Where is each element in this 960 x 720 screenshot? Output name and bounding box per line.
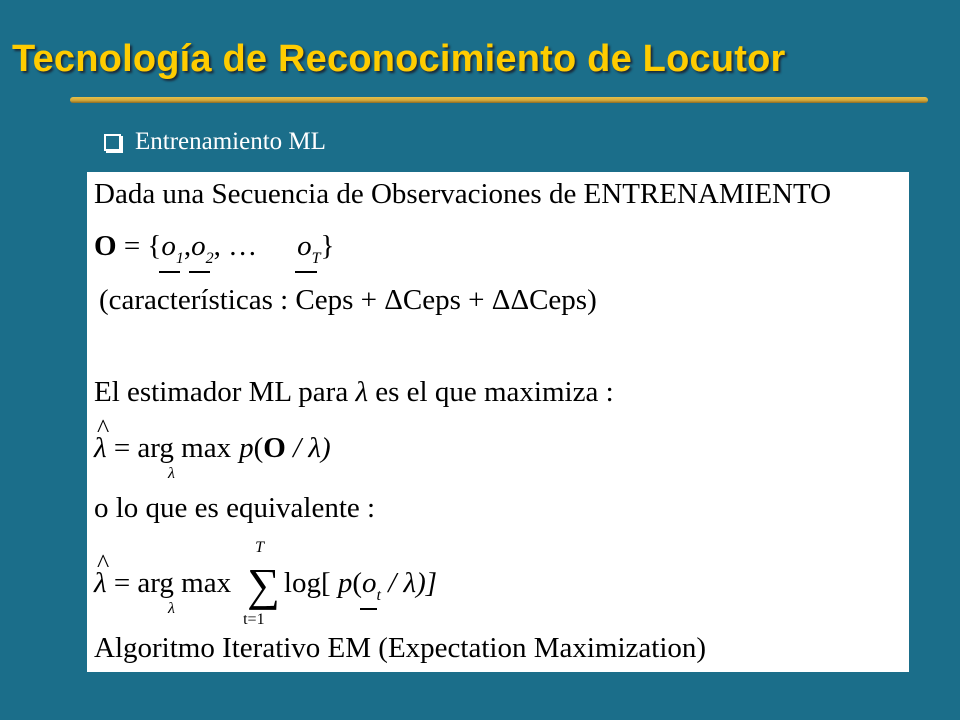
obs-t: $o_t$ xyxy=(362,567,381,604)
argmax-expression: ^ λ = arg max λ xyxy=(94,434,231,463)
panel-line-6: o lo que es equivalente : xyxy=(94,492,376,524)
obs-T: $o_T$ xyxy=(297,230,321,267)
panel-line-3: (características : Ceps + ΔCeps + ΔΔCeps) xyxy=(99,284,597,316)
bullet-label: Entrenamiento ML xyxy=(135,128,326,155)
argmax-subscript: λ xyxy=(168,465,175,482)
obs-comma: , xyxy=(183,230,192,262)
set-close: } xyxy=(320,230,335,262)
obs-2: $o_2$ xyxy=(191,230,214,267)
bullet-item xyxy=(104,128,326,156)
sum-lower-limit: t=1 xyxy=(243,611,265,628)
obs-1: $o_1$ xyxy=(161,230,184,267)
checkbox-bullet-icon xyxy=(104,134,121,151)
set-open: = { xyxy=(116,230,162,262)
lambda-symbol: λ xyxy=(355,376,369,408)
panel-line-2 xyxy=(94,232,334,267)
panel-line-8: Algoritmo Iterativo EM (Expectation Maximization) xyxy=(94,632,707,664)
argmax-subscript-2: λ xyxy=(168,600,175,617)
argmax-expression-2: ^ λ = arg max λ xyxy=(94,569,231,598)
formula-panel xyxy=(87,172,909,672)
slide-title: Tecnología de Reconocimiento de Locutor xyxy=(12,38,786,80)
summation-icon: ∑ T t=1 xyxy=(243,539,280,628)
panel-line-4: El estimador ML para λ es el que maximiza : xyxy=(94,376,614,408)
sum-upper-limit: T xyxy=(255,539,265,556)
title-underline xyxy=(70,97,928,103)
panel-line-1: Dada una Secuencia de Observaciones de ENTRENAMIENTO xyxy=(94,178,832,210)
panel-line-5: ^ λ = arg max λ p(O / λ) xyxy=(94,434,331,463)
panel-line-7: ^ λ = arg max λ ∑ T t=1 log[ $p(o_t / \lambda)$] xyxy=(94,562,437,608)
observation-symbol: O xyxy=(94,230,117,262)
obs-ellipsis: , … xyxy=(213,230,258,262)
lambda-hat: ^ λ xyxy=(94,434,107,463)
lambda-hat-2: ^ λ xyxy=(94,569,107,598)
